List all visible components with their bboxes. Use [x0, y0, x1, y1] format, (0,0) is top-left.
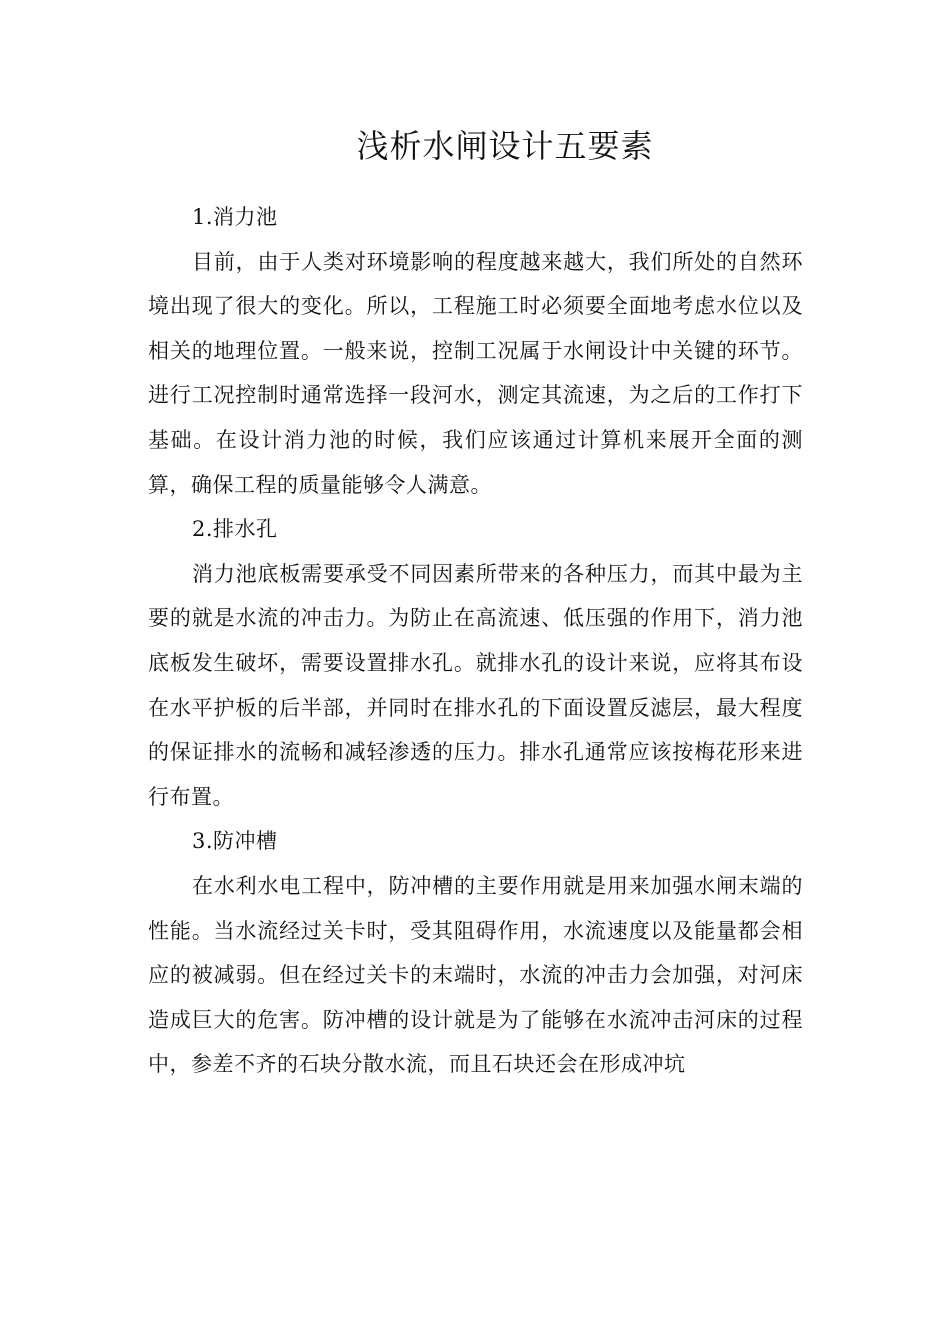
section-paragraph-2: 消力池底板需要承受不同因素所带来的各种压力，而其中最为主要的就是水流的冲击力。为防止在高流速、低压强的作用下，消力池底板发生破坏，需要设置排水孔。就排水孔的设计来说，应将其布设在水平护板的后半部，并同时在排水孔的下面设置反滤层，最大程度的保证排水的流畅和减轻渗透的压力。排水孔通常应该按梅花形来进行布置。	[148, 561, 803, 809]
section-paragraph-3: 在水利水电工程中，防冲槽的主要作用就是用来加强水闸末端的性能。当水流经过关卡时，受其阻碍作用，水流速度以及能量都会相应的被减弱。但在经过关卡的末端时，水流的冲击力会加强，对河床造成巨大的危害。防冲槽的设计就是为了能够在水流冲击河床的过程中，参差不齐的石块分散水流，而且石块还会在形成冲坑	[148, 873, 803, 1077]
document-title: 浅析水闸设计五要素	[356, 127, 654, 165]
document-body	[148, 195, 803, 1087]
section-heading-3: 3.防冲槽	[192, 829, 278, 854]
section-heading-2: 2.排水孔	[192, 517, 278, 542]
section-heading-1: 1.消力池	[192, 205, 278, 229]
section-paragraph-1: 目前，由于人类对环境影响的程度越来越大，我们所处的自然环境出现了很大的变化。所以，工程施工时必须要全面地考虑水位以及相关的地理位置。一般来说，控制工况属于水闸设计中关键的环节。进行工况控制时通常选择一段河水，测定其流速，为之后的工作打下基础。在设计消力池的时候，我们应该通过计算机来展开全面的测算，确保工程的质量能够令人满意。	[148, 249, 803, 497]
